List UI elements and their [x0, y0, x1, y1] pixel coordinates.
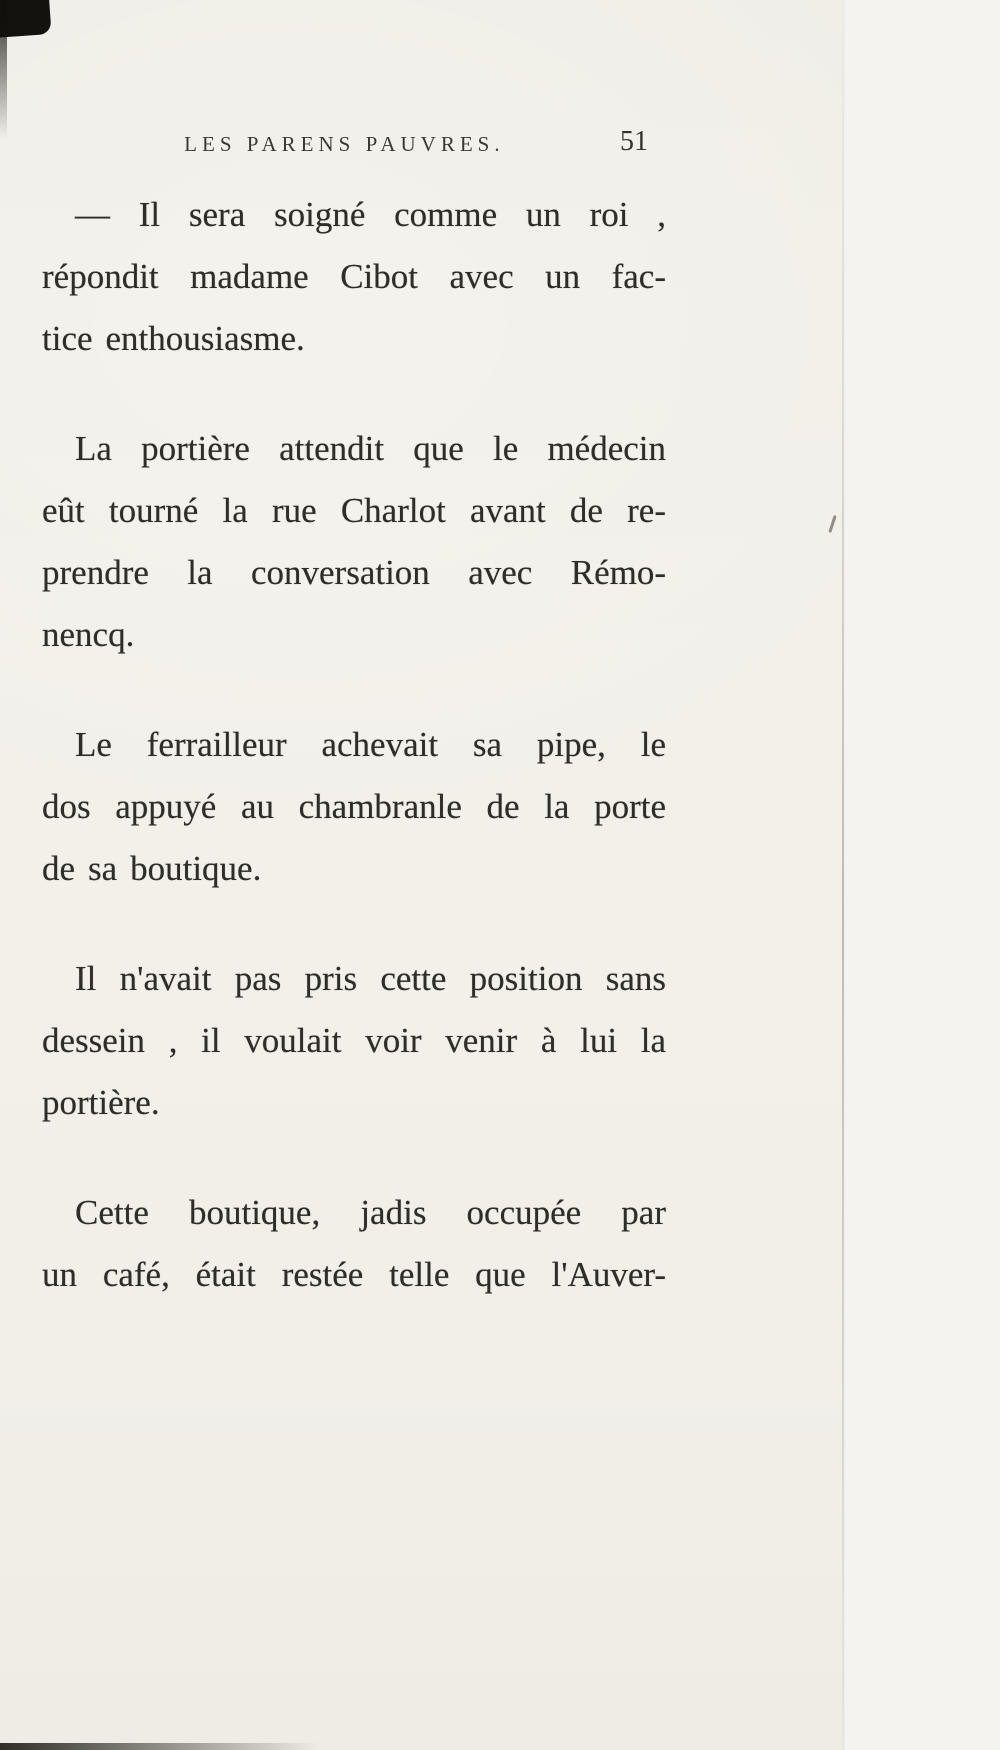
text-line: portière. [42, 1083, 160, 1122]
text-line: prendre la conversation avec Rémo- [42, 553, 666, 592]
text-line: de sa boutique. [42, 849, 262, 888]
page-edge-margin [845, 0, 1000, 1750]
page-crease-mark [828, 515, 836, 533]
text-line: La portière attendit que le médecin [75, 429, 666, 468]
paragraph [42, 948, 666, 1134]
body-text [42, 184, 666, 1306]
paragraph [42, 714, 666, 900]
paragraph [42, 184, 666, 370]
text-line: répondit madame Cibot avec un fac- [42, 257, 666, 296]
text-line: Le ferrailleur achevait sa pipe, le [75, 725, 666, 764]
scan-bottom-artifact [0, 1743, 320, 1750]
paragraph [42, 418, 666, 666]
text-line: Il n'avait pas pris cette position sans [75, 959, 666, 998]
text-line: Cette boutique, jadis occupée par [75, 1193, 666, 1232]
text-line: dessein , il voulait voir venir à lui la [42, 1021, 666, 1060]
running-title: LES PARENS PAUVRES. [184, 132, 505, 156]
text-line: tice enthousiasme. [42, 319, 305, 358]
page-header [42, 126, 666, 164]
scan-corner-artifact [0, 0, 52, 38]
paragraph [42, 1182, 666, 1306]
text-column [42, 126, 666, 1354]
text-line: dos appuyé au chambranle de la porte [42, 787, 666, 826]
text-line: nencq. [42, 615, 135, 654]
scan-left-edge-smear [0, 0, 7, 140]
text-line: un café, était restée telle que l'Auver- [42, 1255, 666, 1294]
page-edge-shadow-line [842, 0, 844, 1750]
text-line: — Il sera soigné comme un roi , [75, 195, 666, 234]
text-line: eût tourné la rue Charlot avant de re- [42, 491, 666, 530]
page-number: 51 [620, 126, 648, 157]
